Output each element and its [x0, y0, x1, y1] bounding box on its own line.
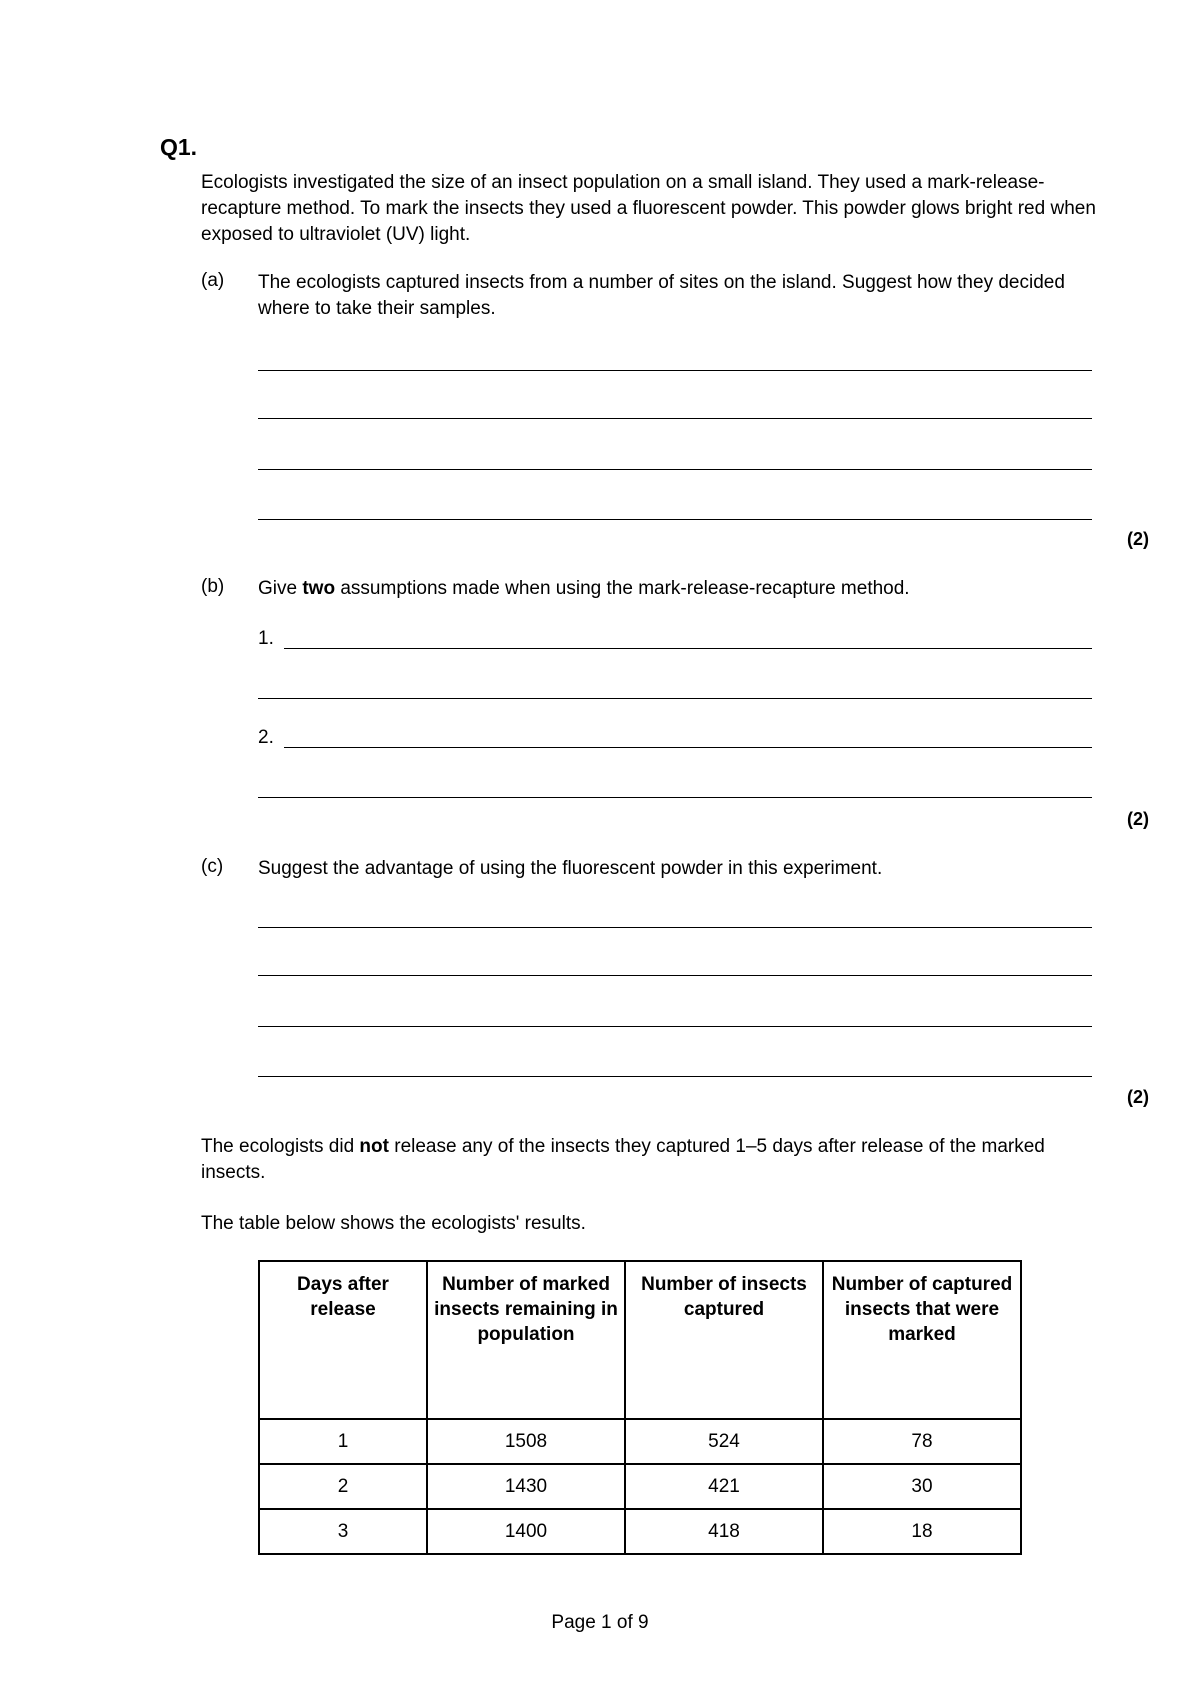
- table-cell: 18: [823, 1509, 1021, 1554]
- part-c-label: (c): [201, 856, 224, 877]
- page-footer: Page 1 of 9: [551, 1612, 649, 1633]
- table-row: [259, 1509, 1021, 1554]
- question-intro: Ecologists investigated the size of an insect population on a small island. They used a mark-release-recapture method. To mark the insects they used a fluorescent powder. This powder glows bright red when exposed to ultraviolet (UV) light.: [201, 172, 1096, 245]
- part-a-text: The ecologists captured insects from a number of sites on the island. Suggest how they decided where to take their samples.: [258, 272, 1065, 319]
- assumption-2-label: 2.: [258, 727, 274, 748]
- assumption-1-label: 1.: [258, 628, 274, 649]
- answer-line[interactable]: [258, 975, 1092, 976]
- table-intro: The table below shows the ecologists' results.: [201, 1213, 586, 1234]
- header-days-after-release: Days after release: [259, 1261, 427, 1419]
- marks-indicator: (2): [1127, 1087, 1149, 1107]
- part-b-label: (b): [201, 576, 225, 597]
- table-cell: 418: [625, 1509, 823, 1554]
- answer-line[interactable]: [258, 797, 1092, 798]
- table-row: [259, 1419, 1021, 1464]
- part-b-text-start: Give: [258, 578, 303, 599]
- table-cell: 2: [259, 1464, 427, 1509]
- answer-line[interactable]: [258, 519, 1092, 520]
- answer-line[interactable]: [284, 747, 1092, 748]
- table-header-row: [259, 1261, 1021, 1419]
- answer-line[interactable]: [258, 1076, 1092, 1077]
- table-cell: 78: [823, 1419, 1021, 1464]
- table-cell: 3: [259, 1509, 427, 1554]
- marks-indicator: (2): [1127, 809, 1149, 829]
- part-b-text-end: assumptions made when using the mark-release-recapture method.: [335, 578, 910, 599]
- table-cell: 1400: [427, 1509, 625, 1554]
- part-b-text-emphasis: two: [302, 578, 336, 599]
- question-number: Q1.: [160, 134, 198, 160]
- table-cell: 421: [625, 1464, 823, 1509]
- header-insects-captured: Number of insects captured: [625, 1261, 823, 1419]
- release-paragraph-end: release any of the insects they captured 1–5 days after release of the marked insects.: [201, 1136, 1045, 1183]
- answer-line[interactable]: [258, 698, 1092, 699]
- answer-line[interactable]: [258, 1026, 1092, 1027]
- table-cell: 30: [823, 1464, 1021, 1509]
- answer-line[interactable]: [258, 370, 1092, 371]
- part-c-text: Suggest the advantage of using the fluorescent powder in this experiment.: [258, 858, 883, 879]
- table-row: [259, 1464, 1021, 1509]
- table-cell: 524: [625, 1419, 823, 1464]
- table-cell: 1508: [427, 1419, 625, 1464]
- results-table: [258, 1260, 1022, 1555]
- answer-line[interactable]: [258, 418, 1092, 419]
- table-cell: 1430: [427, 1464, 625, 1509]
- release-paragraph: [201, 1134, 1101, 1186]
- answer-line[interactable]: [284, 648, 1092, 649]
- release-paragraph-emphasis: not: [359, 1136, 389, 1157]
- part-a-label: (a): [201, 270, 225, 291]
- answer-line[interactable]: [258, 927, 1092, 928]
- header-captured-marked: Number of captured insects that were marked: [823, 1261, 1021, 1419]
- table-cell: 1: [259, 1419, 427, 1464]
- header-marked-remaining: Number of marked insects remaining in population: [427, 1261, 625, 1419]
- release-paragraph-start: The ecologists did: [201, 1136, 360, 1157]
- marks-indicator: (2): [1127, 529, 1149, 549]
- part-b-text: [258, 576, 1098, 602]
- answer-line[interactable]: [258, 469, 1092, 470]
